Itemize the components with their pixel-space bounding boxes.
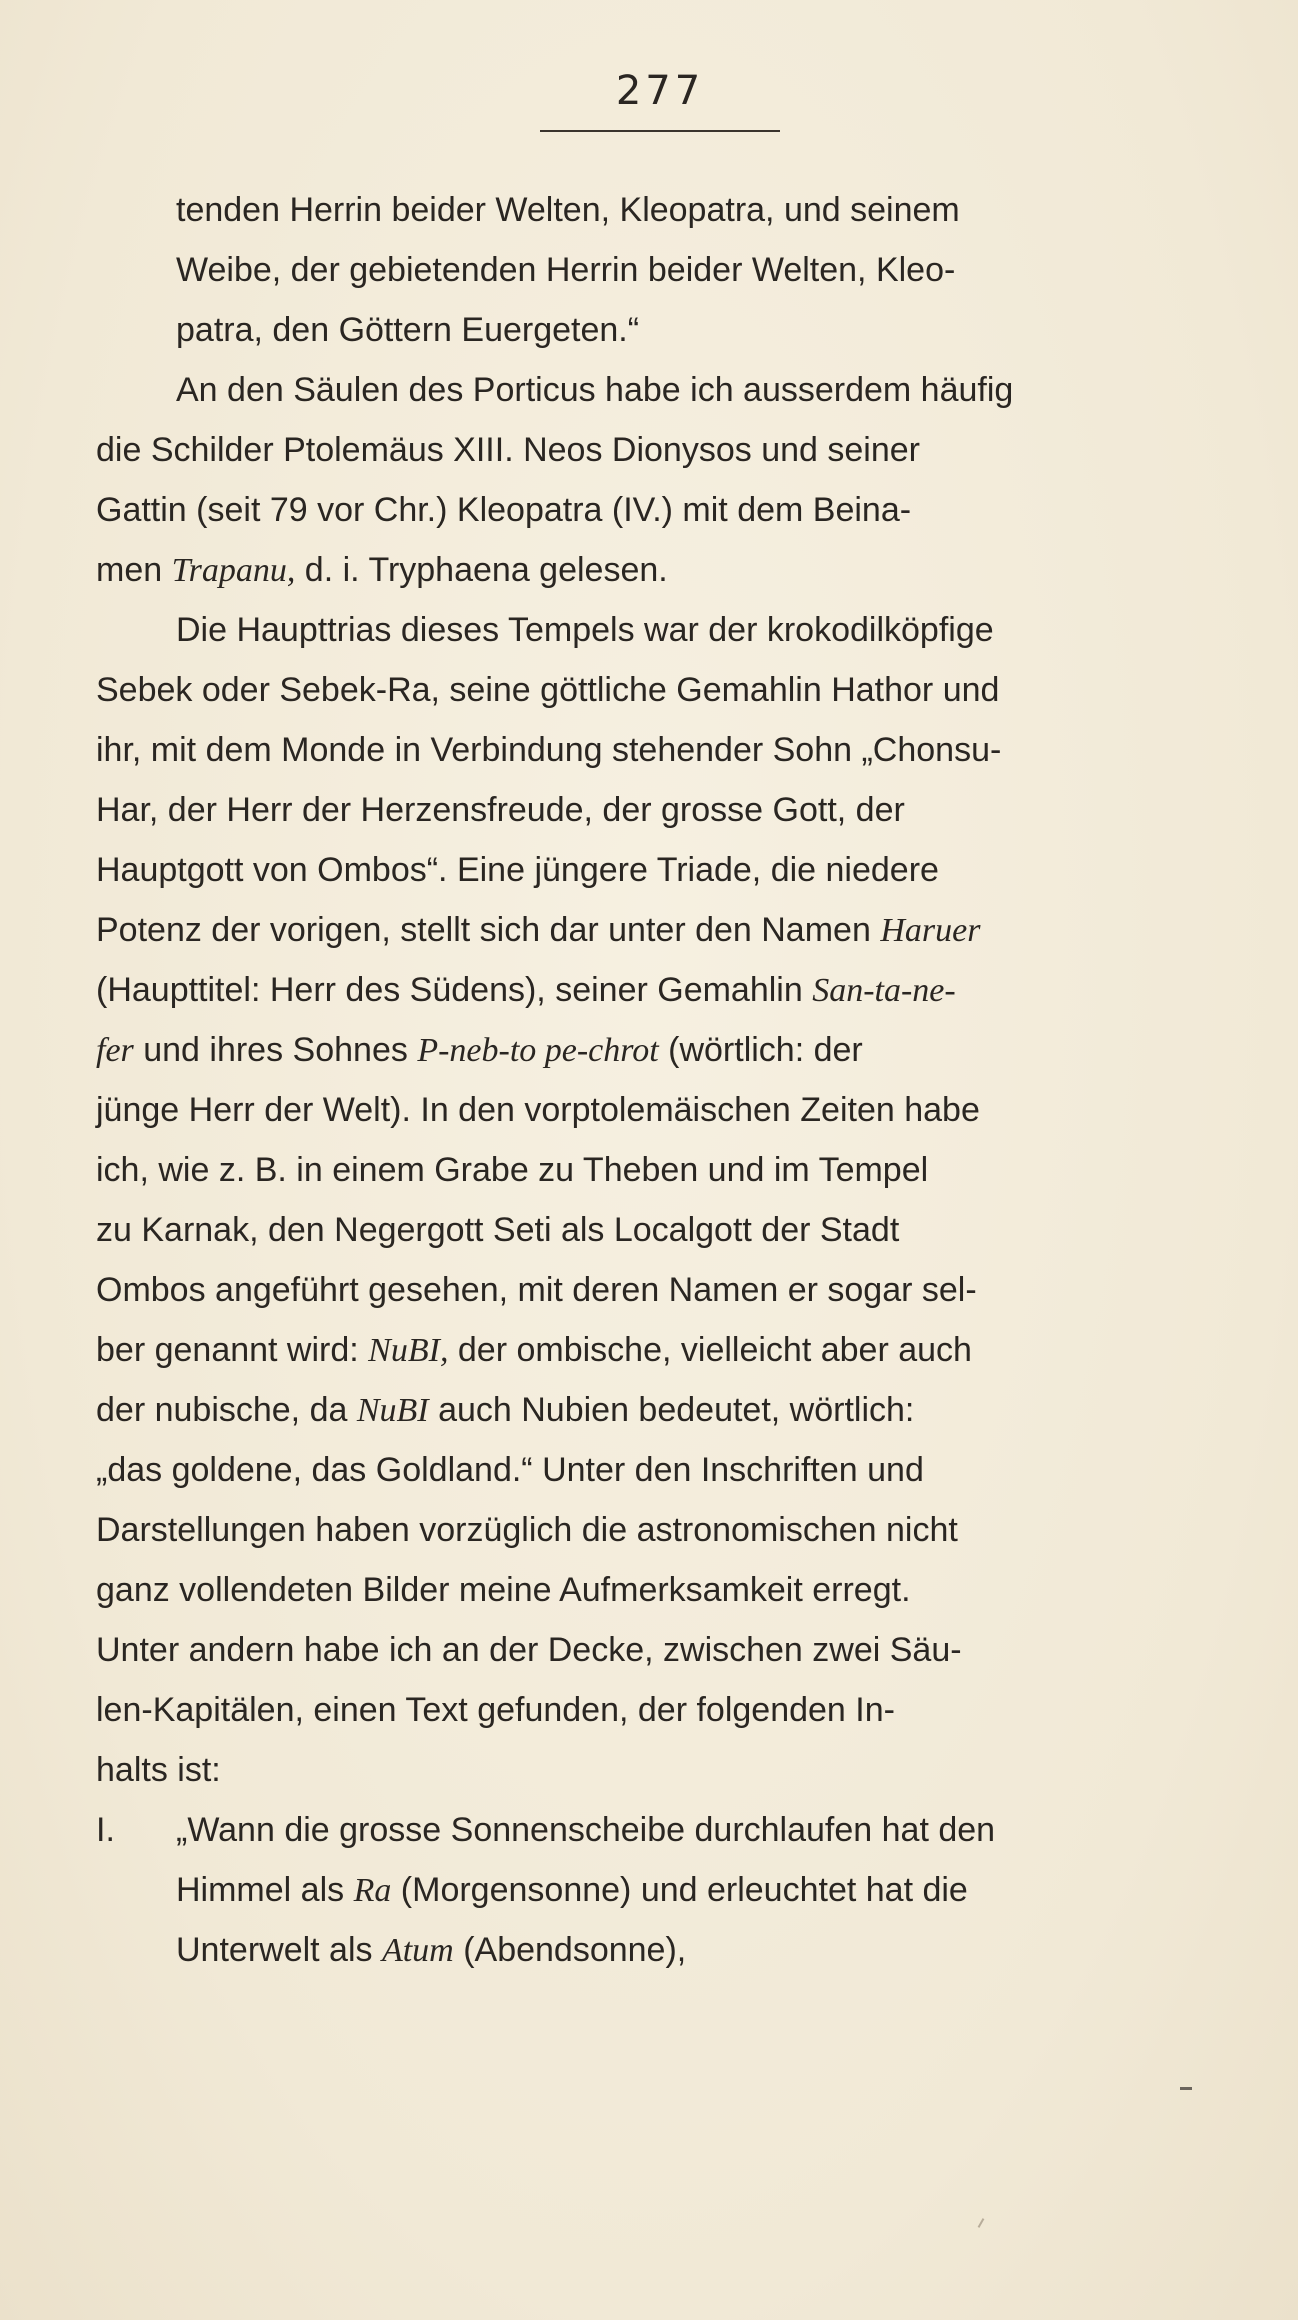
text-line: len-Kapitälen, einen Text gefunden, der folgenden In- — [96, 1691, 895, 1729]
text-segment: ber genannt wird: — [96, 1331, 369, 1369]
text-segment: d. i. Tryphaena gelesen. — [295, 551, 668, 589]
text-line: ihr, mit dem Monde in Verbindung stehender Sohn „Chonsu- — [96, 731, 1002, 769]
margin-mark — [1180, 2087, 1192, 2090]
text-line: Sebek oder Sebek-Ra, seine göttliche Gemahlin Hathor und — [96, 671, 1000, 709]
text-segment: (Haupttitel: Herr des Südens), seiner Gemahlin — [96, 971, 813, 1009]
text-segment: (wörtlich: der — [658, 1031, 863, 1069]
body-text — [96, 180, 1156, 1980]
text-line: Gattin (seit 79 vor Chr.) Kleopatra (IV.) mit dem Beina- — [96, 491, 912, 529]
text-line — [96, 1380, 1156, 1440]
text-line: ich, wie z. B. in einem Grabe zu Theben und im Tempel — [96, 1151, 929, 1189]
page-number: 277 — [615, 68, 705, 114]
text-line: Unter andern habe ich an der Decke, zwischen zwei Säu- — [96, 1631, 962, 1669]
text-segment: (Morgensonne) und erleuchtet hat die — [391, 1871, 968, 1909]
italic-term: San-ta-ne- — [812, 972, 956, 1009]
page-header — [540, 66, 780, 116]
text-segment: der ombische, vielleicht aber auch — [448, 1331, 972, 1369]
text-line: Ombos angeführt gesehen, mit deren Namen er sogar sel- — [96, 1271, 977, 1309]
italic-term: Ra — [353, 1872, 392, 1909]
list-item — [96, 1800, 1156, 1860]
text-segment: men — [96, 551, 172, 589]
italic-term: P-neb-to pe-chrot — [417, 1032, 659, 1069]
text-line: Darstellungen haben vorzüglich die astronomischen nicht — [96, 1511, 958, 1549]
list-number: I. — [96, 1811, 115, 1849]
margin-mark — [978, 2218, 985, 2228]
text-line: die Schilder Ptolemäus XIII. Neos Dionysos und seiner — [96, 431, 920, 469]
list-item-line — [96, 1860, 1156, 1920]
text-segment: und ihres Sohnes — [133, 1031, 418, 1069]
text-segment: (Abendsonne), — [453, 1931, 687, 1969]
italic-term: NuBI — [356, 1392, 429, 1429]
text-line: zu Karnak, den Negergott Seti als Localgott der Stadt — [96, 1211, 900, 1249]
text-line — [96, 960, 1156, 1020]
text-line — [96, 1020, 1156, 1080]
text-segment: Himmel als — [176, 1871, 354, 1909]
text-segment: Unterwelt als — [176, 1931, 382, 1969]
text-line: Weibe, der gebietenden Herrin beider Welten, Kleo- — [176, 251, 956, 289]
italic-term: NuBI, — [368, 1332, 449, 1369]
text-line — [96, 1320, 1156, 1380]
text-segment: Potenz der vorigen, stellt sich dar unter den Namen — [96, 911, 881, 949]
text-segment: der nubische, da — [96, 1391, 357, 1429]
text-line: Die Haupttrias dieses Tempels war der krokodilköpfige — [176, 611, 994, 649]
text-line: ganz vollendeten Bilder meine Aufmerksamkeit erregt. — [96, 1571, 911, 1609]
text-line: Hauptgott von Ombos“. Eine jüngere Triade, die niedere — [96, 851, 939, 889]
text-line: tenden Herrin beider Welten, Kleopatra, und seinem — [176, 191, 960, 229]
text-line — [96, 540, 1156, 600]
text-line: Har, der Herr der Herzensfreude, der grosse Gott, der — [96, 791, 905, 829]
list-item-line — [96, 1920, 1156, 1980]
text-segment: auch Nubien bedeutet, wörtlich: — [428, 1391, 915, 1429]
text-line: „das goldene, das Goldland.“ Unter den Inschriften und — [96, 1451, 924, 1489]
text-line: An den Säulen des Porticus habe ich ausserdem häufig — [176, 371, 1014, 409]
text-line: patra, den Göttern Euergeten.“ — [176, 311, 640, 349]
header-rule — [540, 130, 780, 132]
text-line: jünge Herr der Welt). In den vorptolemäischen Zeiten habe — [96, 1091, 980, 1129]
italic-term: Trapanu, — [171, 552, 296, 589]
text-segment: „Wann die grosse Sonnenscheibe durchlaufen hat den — [176, 1811, 996, 1849]
italic-term: Haruer — [880, 912, 981, 949]
text-line: halts ist: — [96, 1751, 221, 1789]
text-line — [96, 900, 1156, 960]
italic-term: fer — [96, 1032, 134, 1069]
italic-term: Atum — [381, 1932, 454, 1969]
